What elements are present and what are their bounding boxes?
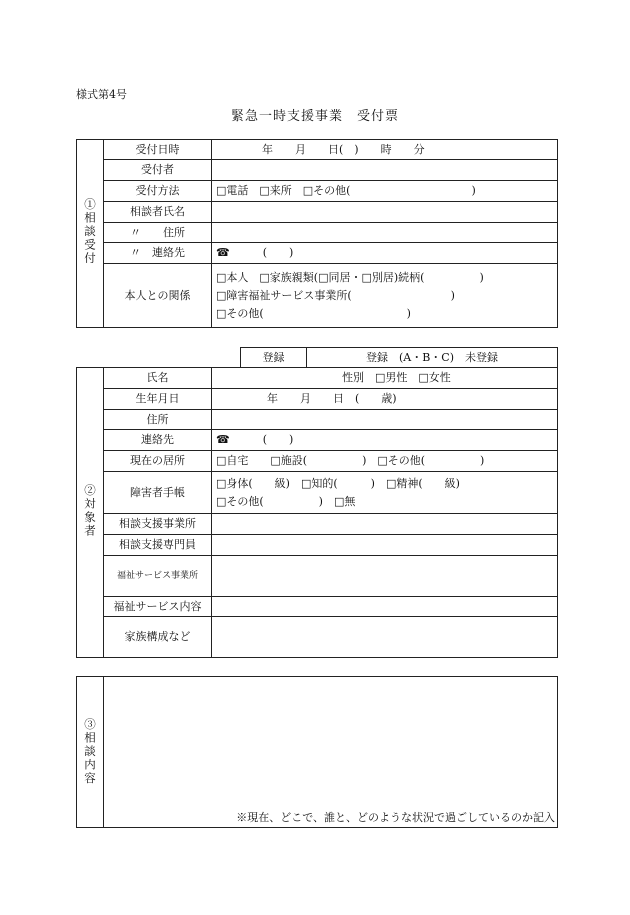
field-subject-contact[interactable]: ☎ ( ) — [212, 430, 558, 451]
label-reception-datetime: 受付日時 — [104, 140, 212, 160]
label-subject-name: 氏名 — [104, 368, 212, 389]
field-consulter-name[interactable] — [212, 202, 558, 223]
field-current-residence[interactable]: □自宅 □施設( ) □その他( ) — [212, 451, 558, 472]
field-family-composition[interactable] — [212, 617, 558, 658]
label-consult-office: 相談支援事業所 — [104, 514, 212, 535]
label-subject-contact: 連絡先 — [104, 430, 212, 451]
registration-status-field[interactable]: 登録 (A・B・C) 未登録 — [307, 348, 558, 368]
label-receiver: 受付者 — [104, 160, 212, 181]
field-welfare-office[interactable] — [212, 556, 558, 597]
field-reception-datetime[interactable]: 年 月 日( ) 時 分 — [212, 140, 558, 160]
label-current-residence: 現在の居所 — [104, 451, 212, 472]
label-disability-card: 障害者手帳 — [104, 472, 212, 514]
section1-table — [76, 139, 558, 328]
relationship-line-3: □その他( ) — [216, 306, 411, 320]
section2-side-label: ②対象者 — [77, 368, 104, 658]
section1-side-label: ①相談受付 — [77, 140, 104, 328]
label-welfare-office: 福祉サービス事業所 — [104, 556, 212, 597]
label-birthdate: 生年月日 — [104, 389, 212, 410]
field-consult-specialist[interactable] — [212, 535, 558, 556]
field-welfare-service-content[interactable] — [212, 597, 558, 617]
registration-table — [240, 347, 558, 368]
label-relationship: 本人との関係 — [104, 264, 212, 328]
relationship-line-1: □本人 □家族親類(□同居・□別居)続柄( ) — [216, 270, 484, 284]
field-receiver[interactable] — [212, 160, 558, 181]
relationship-line-2: □障害福祉サービス事業所( ) — [216, 288, 455, 302]
label-welfare-service-content: 福祉サービス内容 — [104, 597, 212, 617]
disability-card-line-2: □その他( ) □無 — [216, 494, 356, 508]
section2-table — [76, 367, 558, 658]
disability-card-line-1: □身体( 級) □知的( ) □精神( 級) — [216, 476, 460, 490]
label-reception-method: 受付方法 — [104, 181, 212, 202]
field-subject-name-gender[interactable]: 性別 □男性 □女性 — [212, 368, 558, 389]
label-consult-specialist: 相談支援専門員 — [104, 535, 212, 556]
label-consulter-name: 相談者氏名 — [104, 202, 212, 223]
label-family-composition: 家族構成など — [104, 617, 212, 658]
field-consulter-address[interactable] — [212, 223, 558, 243]
field-disability-card[interactable] — [212, 472, 558, 514]
label-consulter-address: 〃 住所 — [104, 223, 212, 243]
field-birthdate[interactable]: 年 月 日 ( 歳) — [212, 389, 558, 410]
field-relationship[interactable] — [212, 264, 558, 328]
field-reception-method[interactable]: □電話 □来所 □その他( ) — [212, 181, 558, 202]
form-title: 緊急一時支援事業 受付票 — [230, 109, 399, 124]
consultation-content-field[interactable] — [105, 677, 557, 827]
section3-box — [76, 676, 558, 828]
label-subject-address: 住所 — [104, 410, 212, 430]
field-subject-address[interactable] — [212, 410, 558, 430]
registration-label: 登録 — [241, 348, 307, 368]
form-number: 様式第4号 — [76, 88, 127, 101]
section3-note: ※現在、どこで、誰と、どのような状況で過ごしているのか記入 — [236, 811, 555, 824]
field-consulter-contact[interactable]: ☎ ( ) — [212, 243, 558, 264]
section3-side-label: ③相談内容 — [77, 677, 104, 827]
field-consult-office[interactable] — [212, 514, 558, 535]
label-consulter-contact: 〃 連絡先 — [104, 243, 212, 264]
